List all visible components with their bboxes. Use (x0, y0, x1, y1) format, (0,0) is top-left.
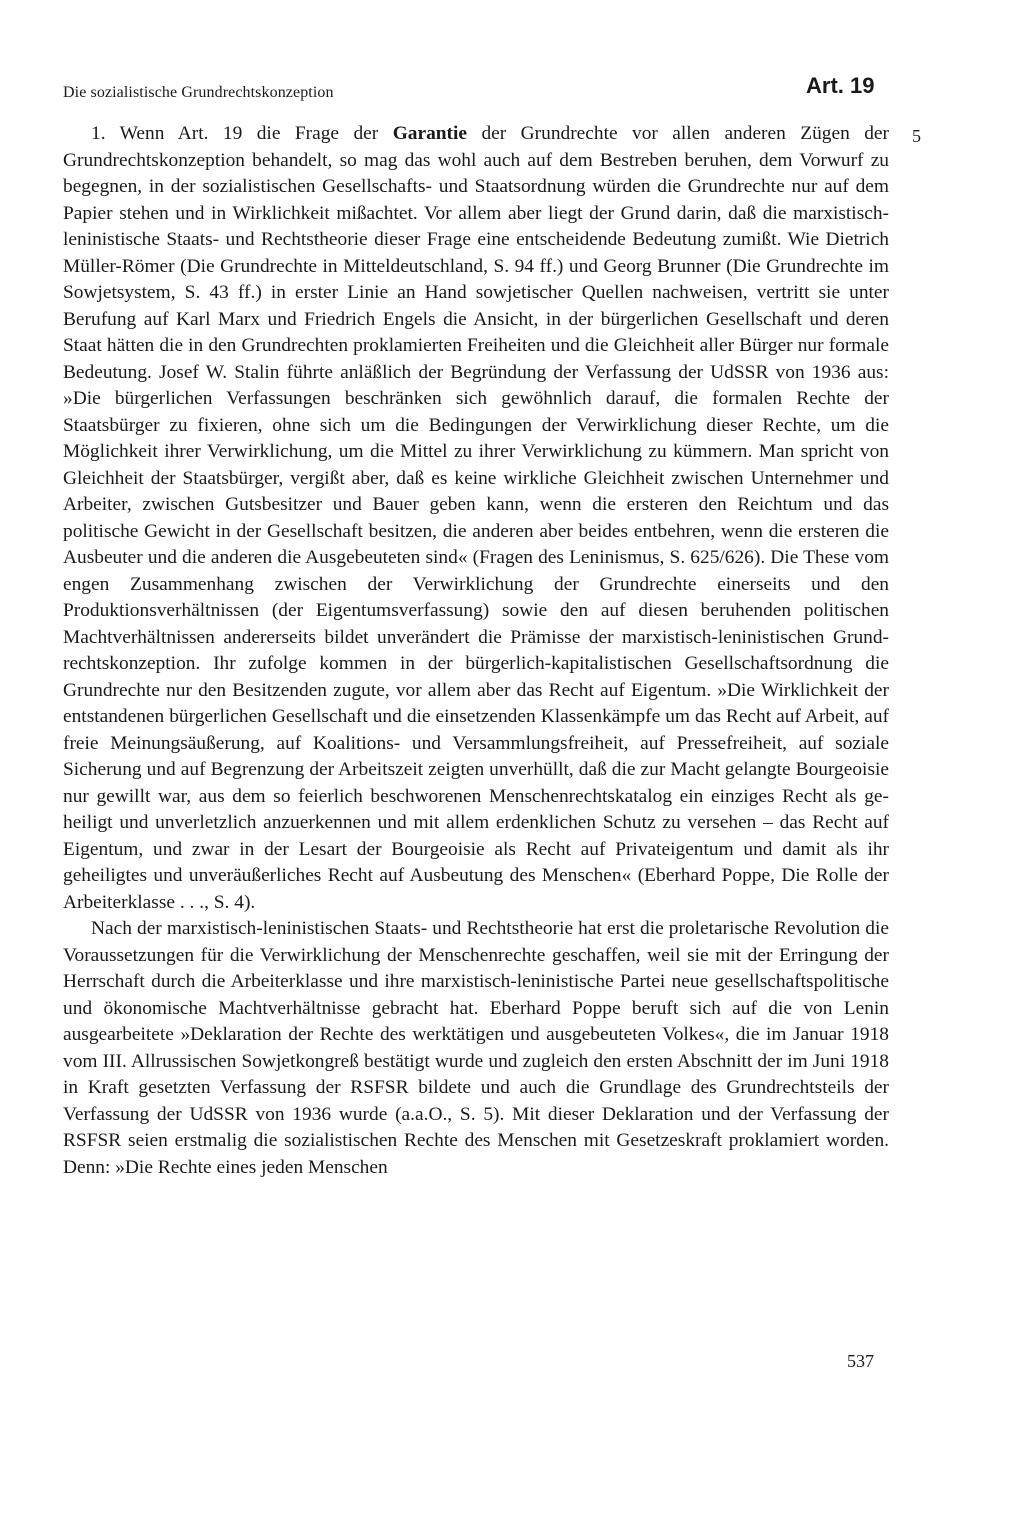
article-label: Art. 19 (806, 73, 875, 98)
paragraph-1-text: der Grundrechte vor allen anderen Zügen der Grundrechtskonzeption behandelt, so mag das wohl auch auf dem Bestreben beruhen, dem Vorwurf zu begegnen, in der sozialistischen Gesellschafts- und Staatsordnung würden die Grundrechte nur auf dem Papier stehen und in Wirklichkeit mißachtet. Vor allem aber liegt der Grund darin, daß die marxistisch-leninistische Staats- und Rechtstheorie dieser Frage eine entscheidende Bedeutung zumißt. Wie Dietrich Müller-Römer (Die Grundrechte in Mitteldeutschland, S. 94 ff.) und Georg Brunner (Die Grundrechte im Sowjetsystem, S. 43 ff.) in erster Linie an Hand sowjetischer Quellen nachweisen, vertritt sie unter Berufung auf Karl Marx und Friedrich Engels die Ansicht, in der bürgerlichen Gesellschaft und deren Staat hätten die in den Grundrechten proklamierten Freiheiten und die Gleichheit aller Bürger nur formale Bedeutung. Josef W. Stalin führte anläßlich der Begründung der Verfassung der UdSSR von 1936 aus: »Die bürgerlichen Verfassungen beschränken sich gewöhnlich darauf, die formalen Rechte der Staatsbürger zu fixieren, ohne sich um die Bedingungen der Verwirklichung dieser Rechte, um die Möglichkeit ihrer Verwirklichung, um die Mittel zu ihrer Verwirklichung zu kümmern. Man spricht von Gleichheit der Staatsbürger, vergißt aber, daß es keine wirkliche Gleichheit zwischen Unternehmer und Arbeiter, zwischen Gutsbesitzer und Bauer geben kann, wenn die ersteren den Reichtum und das politische Gewicht in der Gesellschaft besitzen, die anderen aber beides entbehren, wenn die ersteren die Ausbeuter und die anderen die Ausgebeuteten sind« (Fragen des Leninismus, S. 625/626). Die These vom engen Zusammenhang zwischen der Verwirklichung der Grundrechte einerseits und den Produktionsverhältnissen (der Eigentumsverfassung) sowie den auf diesen beruhenden politischen Machtverhältnissen andererseits bildet unverändert die Prämisse der marxistisch-leninistischen Grundrechtskonzeption. Ihr zufolge kommen in der bürgerlich-kapitalistischen Gesellschaftsordnung die Grundrechte nur den Besitzenden zugute, vor allem aber das Recht auf Eigentum. »Die Wirklichkeit der entstandenen bürgerlichen Gesellschaft und die einsetzenden Klassenkämpfe um das Recht auf Arbeit, auf freie Meinungsäußerung, auf Koalitions- und Versammlungsfreiheit, auf Pressefreiheit, auf soziale Sicherung und auf Begrenzung der Arbeitszeit zeigten unverhüllt, daß die zur Macht gelangte Bourgeoisie nur gewillt war, aus dem so feierlich beschworenen Menschenrechtskatalog ein einziges Recht als geheiligt und unverletzlich anzuerkennen und mit allem erdenklichen Schutz zu versehen – das Recht auf Eigentum, und zwar in der Lesart der Bourgeoisie als Recht auf Privateigentum und damit als ihr geheiligtes und unveräußerliches Recht auf Ausbeutung des Menschen« (Eberhard Poppe, Die Rolle der Arbeiterklasse . . ., S. 4). (63, 123, 889, 913)
margin-number: 5 (912, 126, 921, 146)
emphasis-garantie: Garantie (392, 123, 468, 144)
paragraph-2-text: Nach der marxistisch-leninistischen Staats- und Rechtstheorie hat erst die proletarische Revolution die Voraussetzungen für die Verwirklichung der Menschenrechte geschaffen, weil sie mit der Erringung der Herrschaft durch die Arbeiterklasse und ihre marxistisch-leninistische Partei neue gesellschaftspolitische und ökonomische Machtverhältnisse gebracht hat. Eberhard Poppe beruft sich auf die von Lenin ausgearbeitete »Deklaration der Rechte des werktätigen und ausgebeuteten Volkes«, die im Januar 1918 vom III. Allrussischen Sowjetkongreß bestätigt wurde und zugleich den ersten Abschnitt der im Juni 1918 in Kraft gesetzten Verfassung der RSFSR bildete und auch die Grundlage des Grundrechtsteils der Verfassung der UdSSR von 1936 wurde (a.a.O., S. 5). Mit dieser Deklaration und der Verfassung der RSFSR seien erstmalig die sozialistischen Rechte des Menschen mit Gesetzeskraft proklamiert worden. Denn: »Die Rechte eines jeden Menschen (63, 918, 889, 1178)
running-header-title: Die sozialistische Grundrechtskonzeption (63, 84, 334, 101)
paragraph-2 (63, 916, 889, 1181)
paragraph-1-intro: 1. Wenn Art. 19 die Frage der (91, 123, 393, 144)
page-number: 537 (847, 1351, 874, 1371)
paragraph-1 (63, 121, 889, 916)
body-text (63, 121, 889, 1181)
